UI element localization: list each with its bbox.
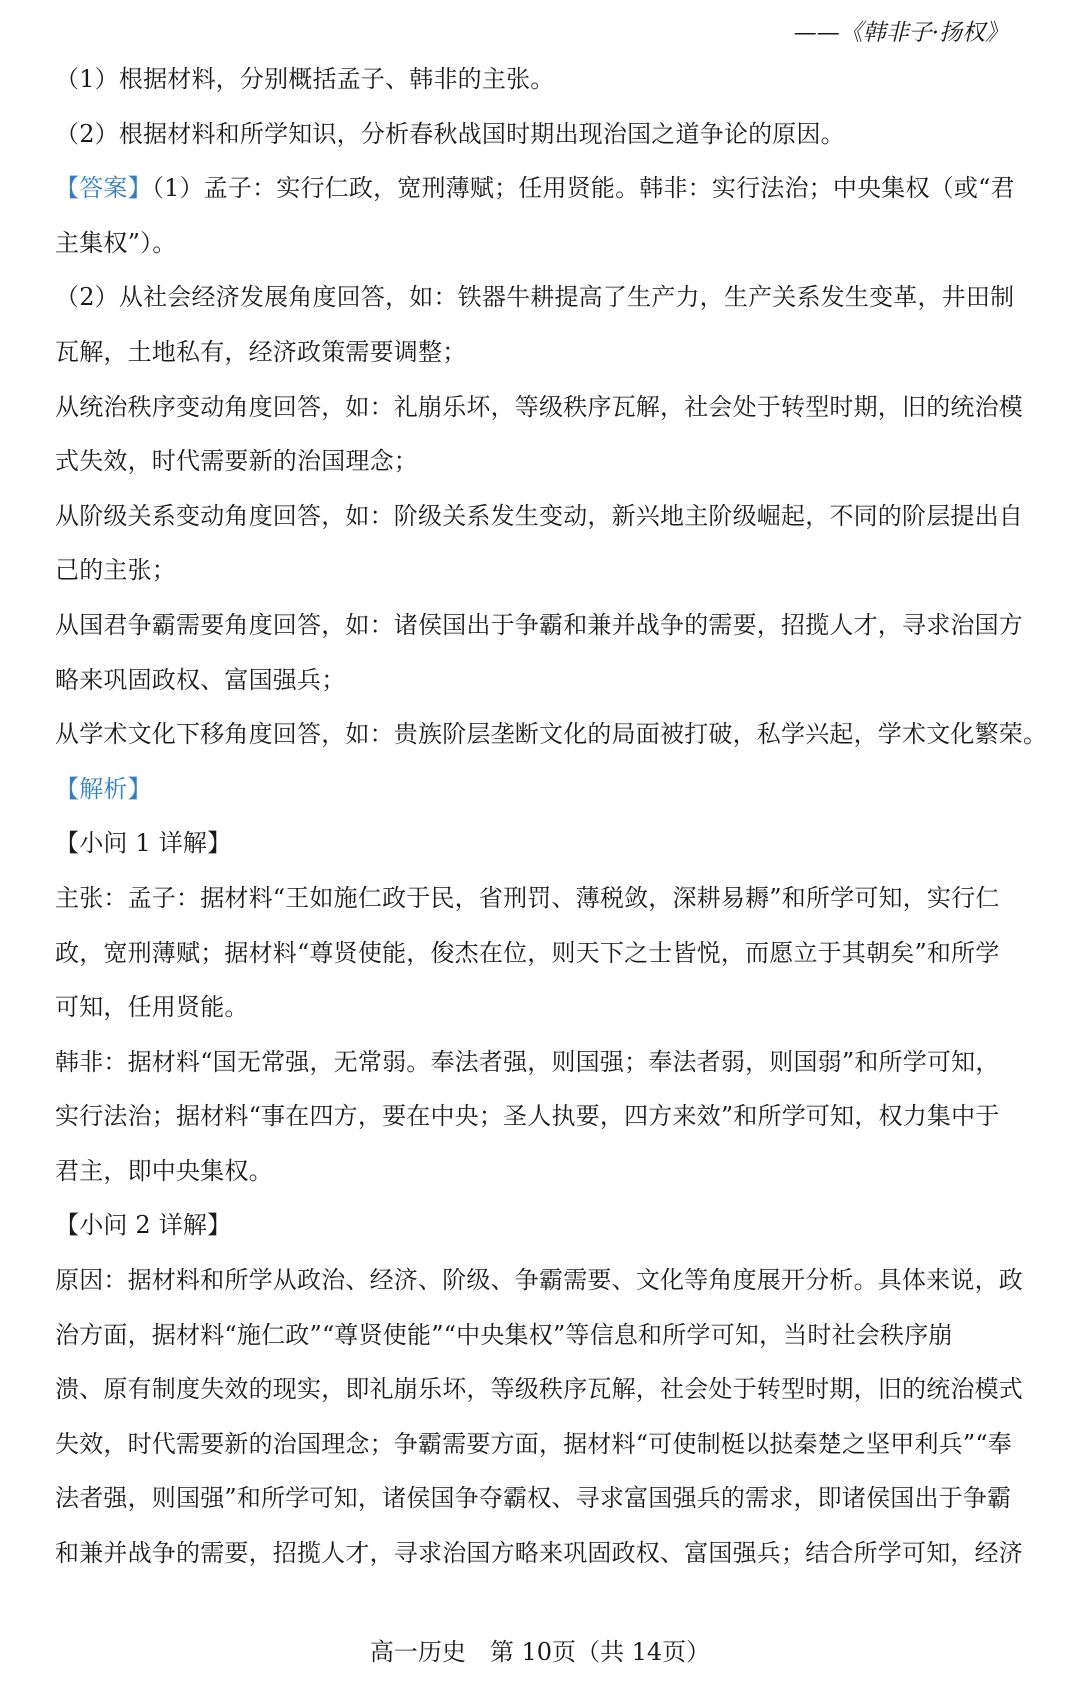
analysis-line xyxy=(55,762,1028,817)
text-line: 主集权”）。 xyxy=(55,228,177,257)
text-line: 主张：孟子：据材料“王如施仁政于民，省刑罚、薄税敛，深耕易耨”和所学可知，实行仁 xyxy=(55,883,1000,912)
text-line: 式失效，时代需要新的治国理念； xyxy=(55,447,418,476)
subquestion-2-heading: 【小问 2 详解】 xyxy=(55,1211,232,1240)
text-line: 法者强，则国强”和所学可知，诸侯国争夺霸权、寻求富国强兵的需求，即诸侯国出于争霸 xyxy=(55,1484,1012,1513)
answer-line xyxy=(55,161,1028,216)
answer-text: （1）孟子：实行仁政，宽刑薄赋；任用贤能。韩非：实行法治；中央集权（或“君 xyxy=(151,174,1015,203)
text-line: 政，宽刑薄赋；据材料“尊贤使能，俊杰在位，则天下之士皆悦，而愿立于其朝矣”和所学 xyxy=(55,938,1000,967)
text-line: 失效，时代需要新的治国理念；争霸需要方面，据材料“可使制梃以挞秦楚之坚甲利兵”“奉 xyxy=(55,1429,1013,1458)
text-line: 君主，即中央集权。 xyxy=(55,1156,273,1185)
subquestion-1-heading: 【小问 1 详解】 xyxy=(55,829,232,858)
text-line: 溃、原有制度失效的现实，即礼崩乐坏，等级秩序瓦解，社会处于转型时期，旧的统治模式 xyxy=(55,1375,1023,1404)
question-2: （2）根据材料和所学知识，分析春秋战国时期出现治国之道争论的原因。 xyxy=(55,119,845,148)
text-line: 瓦解，土地私有，经济政策需要调整； xyxy=(55,337,467,366)
text-line: 略来巩固政权、富国强兵； xyxy=(55,665,346,694)
text-line: 从统治秩序变动角度回答，如：礼崩乐坏，等级秩序瓦解，社会处于转型时期，旧的统治模 xyxy=(55,392,1023,421)
text-line: 己的主张； xyxy=(55,556,176,585)
source-citation: ——《韩非子·扬权》 xyxy=(793,20,1008,46)
text-line: 从学术文化下移角度回答，如：贵族阶层垄断文化的局面被打破，私学兴起，学术文化繁荣。 xyxy=(55,720,1048,749)
text-line: 从国君争霸需要角度回答，如：诸侯国出于争霸和兼并战争的需要，招揽人才，寻求治国方 xyxy=(55,610,1023,639)
text-line: 实行法治；据材料“事在四方，要在中央；圣人执要，四方来效”和所学可知，权力集中于 xyxy=(55,1102,1000,1131)
question-1: （1）根据材料，分别概括孟子、韩非的主张。 xyxy=(55,65,555,93)
text-line: 原因：据材料和所学从政治、经济、阶级、争霸需要、文化等角度展开分析。具体来说，政 xyxy=(55,1266,1023,1295)
analysis-tag: 【解析】 xyxy=(55,774,152,803)
page-footer: 高一历史 第 10页（共 14页） xyxy=(369,1638,711,1666)
text-line: 和兼并战争的需要，招揽人才，寻求治国方略来巩固政权、富国强兵；结合所学可知，经济 xyxy=(55,1539,1023,1568)
answer-tag: 【答案】 xyxy=(55,174,152,203)
text-line: 治方面，据材料“施仁政”“尊贤使能”“中央集权”等信息和所学可知，当时社会秩序崩 xyxy=(55,1320,953,1349)
text-line: 韩非：据材料“国无常强，无常弱。奉法者强，则国强；奉法者弱，则国弱”和所学可知， xyxy=(55,1047,1000,1076)
text-line: 从阶级关系变动角度回答，如：阶级关系发生变动，新兴地主阶级崛起，不同的阶层提出自 xyxy=(55,501,1023,530)
text-line: （2）从社会经济发展角度回答，如：铁器牛耕提高了生产力，生产关系发生变革，井田制 xyxy=(55,283,1015,312)
text-line: 可知，任用贤能。 xyxy=(55,993,249,1022)
